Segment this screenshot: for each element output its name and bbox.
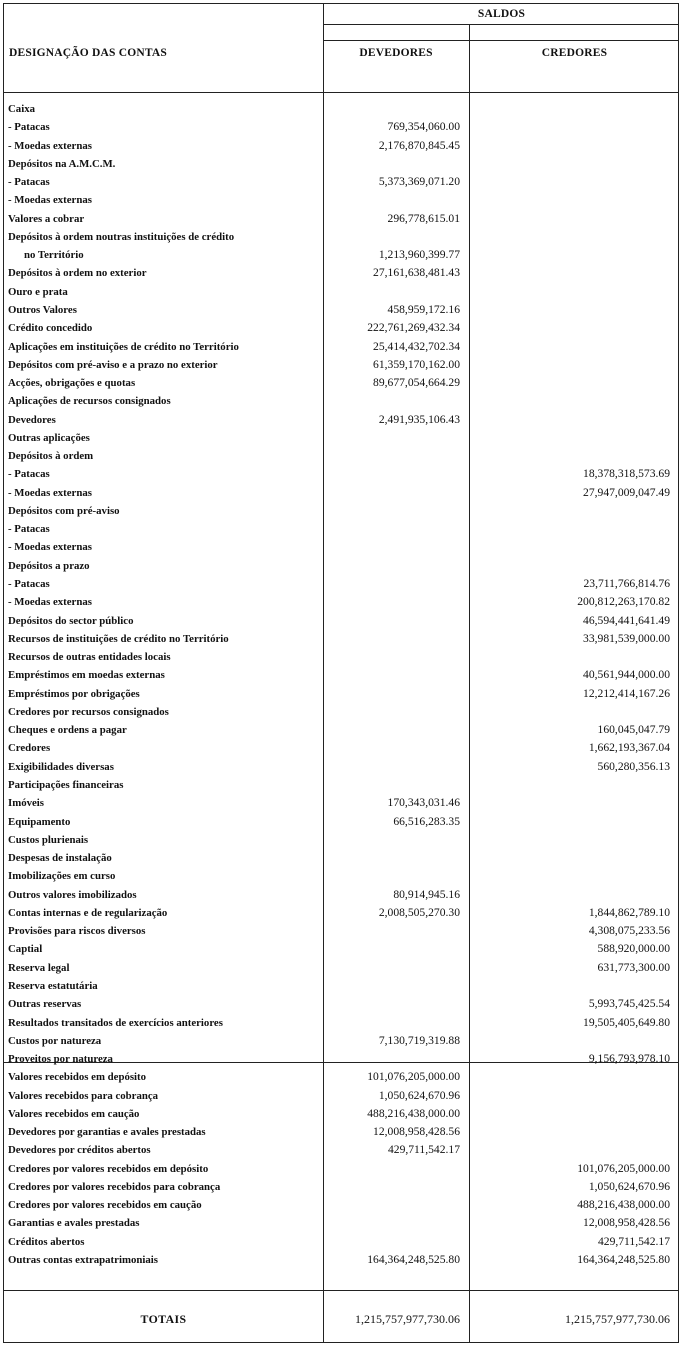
account-label: Imobilizações em curso — [8, 870, 116, 883]
credit-value: 33,981,539,000.00 — [583, 631, 670, 645]
table-row — [4, 922, 678, 940]
account-label: - Moedas externas — [8, 541, 92, 554]
account-label: Valores recebidos para cobrança — [8, 1089, 159, 1102]
account-label: Outras reservas — [8, 998, 82, 1011]
header-bottom-line — [4, 92, 678, 93]
table-row — [4, 1178, 678, 1196]
account-label: Participações financeiras — [8, 778, 124, 791]
account-label: Equipamento — [8, 815, 71, 828]
table-row — [4, 648, 678, 666]
credit-value: 631,773,300.00 — [597, 960, 670, 974]
account-label: Valores recebidos em caução — [8, 1107, 140, 1120]
table-row — [4, 703, 678, 721]
debit-value: 25,414,432,702.34 — [373, 339, 460, 353]
account-label: Despesas de instalação — [8, 852, 112, 865]
debit-value: 1,213,960,399.77 — [378, 248, 460, 262]
credit-value: 46,594,441,641.49 — [583, 613, 670, 627]
debit-value: 61,359,170,162.00 — [373, 357, 460, 371]
account-label: Depósitos à ordem — [8, 450, 94, 463]
table-row — [4, 210, 678, 228]
saldos-header: SALDOS — [477, 8, 526, 20]
table-row — [4, 283, 678, 301]
table-row — [4, 228, 678, 246]
account-label: Ouro e prata — [8, 285, 68, 298]
table-row — [4, 411, 678, 429]
table-row — [4, 301, 678, 319]
account-label: Credores por recursos consignados — [8, 705, 169, 718]
account-label: Recursos de outras entidades locais — [8, 651, 171, 664]
account-label: Aplicações de recursos consignados — [8, 395, 171, 408]
account-label: Resultados transitados de exercícios anteriores — [8, 1016, 223, 1029]
balance-sheet-table — [3, 3, 679, 1343]
table-row — [4, 666, 678, 684]
account-label: Captial — [8, 943, 43, 956]
totals-row — [4, 1304, 678, 1334]
account-label: Depósitos com pré-aviso e a prazo no exterior — [8, 358, 218, 371]
credit-value: 40,561,944,000.00 — [583, 668, 670, 682]
table-row — [4, 575, 678, 593]
account-label: Garantias e avales prestadas — [8, 1217, 140, 1230]
table-row — [4, 1014, 678, 1032]
account-label: Devedores — [8, 413, 56, 426]
totals-label: TOTAIS — [140, 1312, 187, 1326]
table-row — [4, 1050, 678, 1068]
account-label: no Território — [24, 249, 84, 262]
account-label: Credores por valores recebidos para cobrança — [8, 1180, 221, 1193]
table-row — [4, 721, 678, 739]
debit-value: 429,711,542.17 — [387, 1143, 460, 1157]
account-label: Outros valores imobilizados — [8, 888, 137, 901]
totals-credit: 1,215,757,977,730.06 — [565, 1312, 670, 1326]
account-label: Proveitos por natureza — [8, 1053, 113, 1066]
totals-debit: 1,215,757,977,730.06 — [355, 1312, 460, 1326]
account-label: Devedores por créditos abertos — [8, 1144, 151, 1157]
table-row — [4, 1233, 678, 1251]
table-row — [4, 849, 678, 867]
credit-value: 429,711,542.17 — [597, 1234, 670, 1248]
table-row — [4, 739, 678, 757]
account-label: Outros Valores — [8, 303, 77, 316]
table-row — [4, 1196, 678, 1214]
table-row — [4, 338, 678, 356]
table-row — [4, 612, 678, 630]
devedores-header: DEVEDORES — [359, 47, 433, 59]
debit-value: 2,491,935,106.43 — [378, 412, 460, 426]
table-row — [4, 959, 678, 977]
saldos-underline — [323, 24, 678, 25]
credit-value: 5,993,745,425.54 — [588, 997, 670, 1011]
debit-value: 101,076,205,000.00 — [367, 1070, 460, 1084]
table-row — [4, 1068, 678, 1086]
credit-value: 588,920,000.00 — [597, 942, 670, 956]
debit-value: 2,176,870,845.45 — [378, 138, 460, 152]
credit-value: 1,662,193,367.04 — [588, 741, 670, 755]
credit-value: 560,280,356.13 — [597, 759, 670, 773]
table-row — [4, 995, 678, 1013]
account-label: Credores por valores recebidos em caução — [8, 1199, 202, 1212]
table-row — [4, 1251, 678, 1269]
credores-header: CREDORES — [541, 47, 608, 59]
account-label: Empréstimos em moedas externas — [8, 669, 165, 682]
account-label: Recursos de instituições de crédito no Território — [8, 632, 229, 645]
credit-value: 19,505,405,649.80 — [583, 1015, 670, 1029]
account-label: Provisões para riscos diversos — [8, 925, 146, 938]
debit-value: 5,373,369,071.20 — [378, 175, 460, 189]
table-row — [4, 557, 678, 575]
credit-value: 23,711,766,814.76 — [583, 577, 670, 591]
table-row — [4, 1105, 678, 1123]
account-label: Depósitos na A.M.C.M. — [8, 157, 116, 170]
account-label: - Patacas — [8, 468, 50, 481]
account-label: Contas internas e de regularização — [8, 906, 168, 919]
table-row — [4, 867, 678, 885]
account-label: Créditos abertos — [8, 1235, 85, 1248]
account-label: Valores recebidos em depósito — [8, 1071, 147, 1084]
debit-value: 769,354,060.00 — [387, 120, 460, 134]
debit-value: 458,959,172.16 — [387, 302, 460, 316]
account-label: Empréstimos por obrigações — [8, 687, 140, 700]
debit-value: 89,677,054,664.29 — [373, 376, 460, 390]
table-row — [4, 429, 678, 447]
account-label: Credores por valores recebidos em depósito — [8, 1162, 209, 1175]
credit-value: 12,212,414,167.26 — [583, 686, 670, 700]
account-label: Cheques e ordens a pagar — [8, 724, 127, 737]
credit-value: 160,045,047.79 — [597, 723, 670, 737]
account-label: Outras aplicações — [8, 431, 90, 444]
table-row — [4, 538, 678, 556]
table-row — [4, 447, 678, 465]
table-row — [4, 484, 678, 502]
debit-value: 1,050,624,670.96 — [378, 1088, 460, 1102]
table-row — [4, 520, 678, 538]
account-label: Outras contas extrapatrimoniais — [8, 1254, 158, 1266]
account-label: - Moedas externas — [8, 139, 92, 152]
account-label: Depósitos à ordem noutras instituições de crédito — [8, 230, 235, 243]
account-label: Custos plurienais — [8, 833, 89, 846]
table-row — [4, 1160, 678, 1178]
table-row — [4, 465, 678, 483]
table-row — [4, 100, 678, 118]
table-row — [4, 264, 678, 282]
credit-value: 1,844,862,789.10 — [588, 905, 670, 919]
table-row — [4, 940, 678, 958]
table-row — [4, 758, 678, 776]
credit-value: 18,378,318,573.69 — [583, 467, 670, 481]
debit-value: 170,343,031.46 — [387, 796, 460, 810]
table-row — [4, 392, 678, 410]
credit-value: 488,216,438,000.00 — [577, 1198, 670, 1212]
table-row — [4, 813, 678, 831]
debit-value: 488,216,438,000.00 — [367, 1106, 460, 1120]
debit-value: 27,161,638,481.43 — [373, 266, 460, 280]
account-label: Caixa — [8, 103, 35, 115]
account-label: Depósitos à ordem no exterior — [8, 267, 147, 280]
table-row — [4, 886, 678, 904]
table-row — [4, 246, 678, 264]
table-row — [4, 1123, 678, 1141]
debit-value: 7,130,719,319.88 — [378, 1033, 460, 1047]
account-label: - Patacas — [8, 121, 50, 134]
account-label: - Patacas — [8, 578, 50, 591]
table-row — [4, 977, 678, 995]
account-label: Depósitos com pré-aviso — [8, 504, 120, 517]
credit-value: 164,364,248,525.80 — [577, 1253, 670, 1266]
credit-value: 200,812,263,170.82 — [577, 595, 670, 609]
credit-value: 101,076,205,000.00 — [577, 1161, 670, 1175]
account-label: Reserva estatutária — [8, 979, 98, 992]
table-row — [4, 776, 678, 794]
debit-value: 296,778,615.01 — [387, 211, 460, 225]
credit-value: 1,050,624,670.96 — [588, 1179, 670, 1193]
table-row — [4, 1214, 678, 1232]
account-label: - Patacas — [8, 523, 50, 536]
table-row — [4, 593, 678, 611]
debit-value: 80,914,945.16 — [393, 887, 460, 901]
account-label: Acções, obrigações e quotas — [8, 377, 136, 390]
totals-separator — [4, 1290, 678, 1291]
table-row — [4, 1141, 678, 1159]
table-row — [4, 137, 678, 155]
table-row — [4, 319, 678, 337]
account-label: - Patacas — [8, 176, 50, 189]
table-row — [4, 794, 678, 812]
table-row — [4, 191, 678, 209]
account-label: Valores a cobrar — [8, 212, 85, 225]
account-label: Reserva legal — [8, 961, 70, 974]
account-label: Exigibilidades diversas — [8, 760, 114, 773]
table-row — [4, 904, 678, 922]
debit-value: 164,364,248,525.80 — [367, 1253, 460, 1266]
table-row — [4, 1087, 678, 1105]
credit-value: 9,156,793,978.10 — [588, 1052, 670, 1066]
table-row — [4, 356, 678, 374]
account-label: Custos por natureza — [8, 1034, 102, 1047]
account-label: - Moedas externas — [8, 596, 92, 609]
debit-value: 2,008,505,270.30 — [378, 905, 460, 919]
account-label: Depósitos a prazo — [8, 559, 90, 572]
debit-value: 66,516,283.35 — [393, 814, 460, 828]
designacao-header: DESIGNAÇÃO DAS CONTAS — [9, 47, 167, 59]
account-label: Imóveis — [8, 797, 44, 810]
table-row — [4, 173, 678, 191]
account-label: Crédito concedido — [8, 322, 93, 335]
account-label: - Moedas externas — [8, 486, 92, 499]
credit-value: 4,308,075,233.56 — [588, 924, 670, 938]
credit-value: 27,947,009,047.49 — [583, 485, 670, 499]
subheader-line — [323, 40, 678, 41]
table-row — [4, 831, 678, 849]
account-label: Credores — [8, 742, 51, 755]
account-label: Aplicações em instituições de crédito no Território — [8, 340, 239, 353]
account-label: Devedores por garantias e avales prestadas — [8, 1126, 206, 1139]
account-label: Depósitos do sector público — [8, 614, 134, 627]
debit-value: 12,008,958,428.56 — [373, 1125, 460, 1139]
table-row — [4, 502, 678, 520]
account-label: - Moedas externas — [8, 194, 92, 207]
credit-value: 12,008,958,428.56 — [583, 1216, 670, 1230]
table-row — [4, 118, 678, 136]
table-row — [4, 685, 678, 703]
table-row — [4, 155, 678, 173]
debit-value: 222,761,269,432.34 — [367, 321, 460, 335]
table-row — [4, 1032, 678, 1050]
table-row — [4, 630, 678, 648]
table-row — [4, 374, 678, 392]
